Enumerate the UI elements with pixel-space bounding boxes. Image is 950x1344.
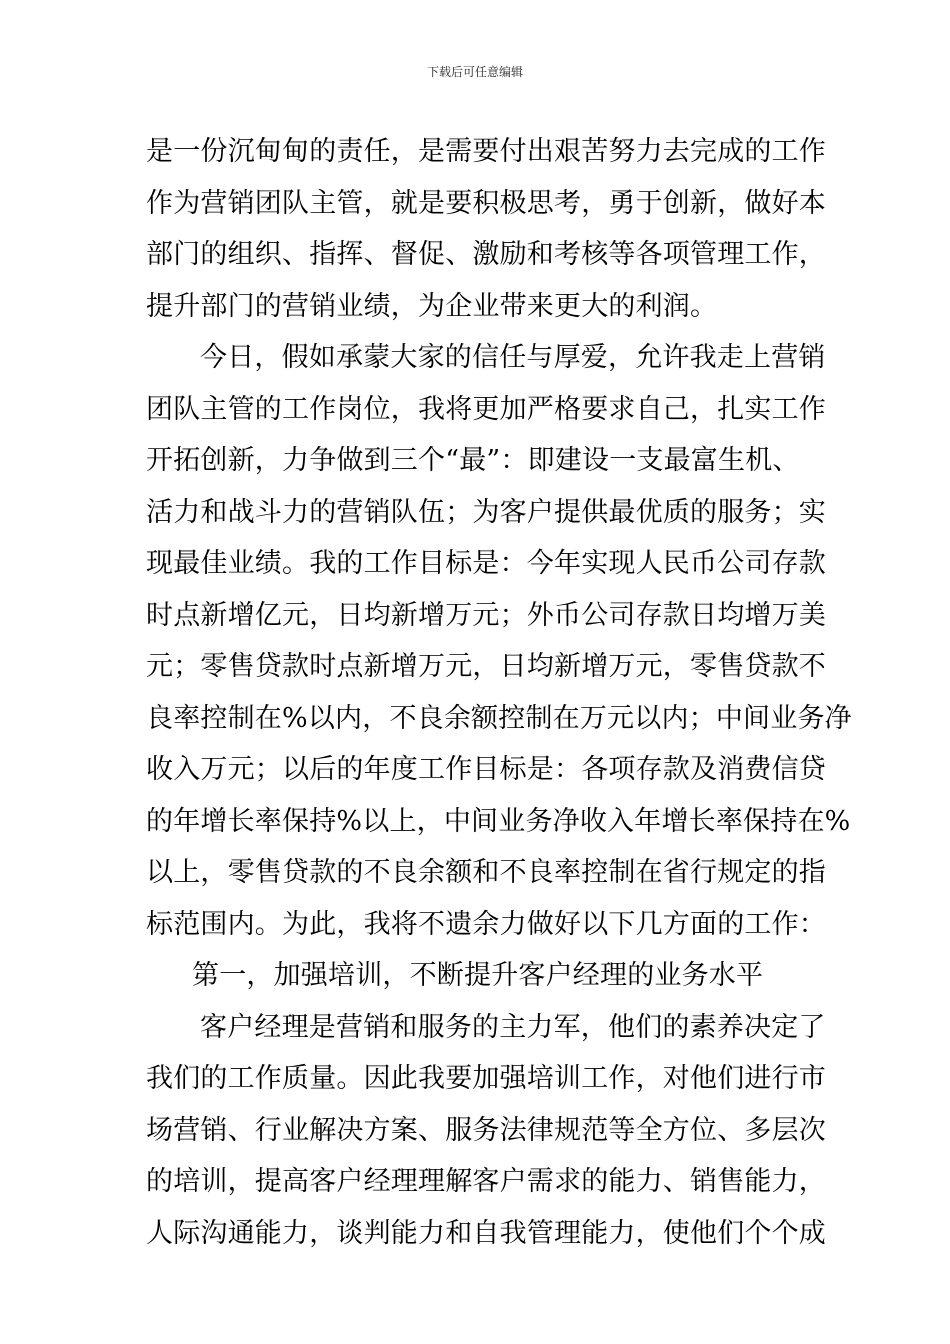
- text-line: 良率控制在%以内，不良余额控制在万元以内；中间业务净: [146, 702, 852, 734]
- text-line: 团队主管的工作岗位，我将更加严格要求自己，扎实工作: [146, 393, 826, 425]
- text-line: 场营销、行业解决方案、服务法律规范等全方位、多层次: [146, 1114, 826, 1146]
- page-header: 下载后可任意编辑: [426, 65, 523, 79]
- text-line: 收入万元；以后的年度工作目标是：各项存款及消费信贷: [146, 754, 826, 785]
- text-line: 作为营销团队主管，就是要积极思考，勇于创新，做好本: [146, 187, 826, 219]
- text-line: 开拓创新，力争做到三个“最”：即建设一支最富生机、: [146, 445, 800, 476]
- text-line: 人际沟通能力，谈判能力和自我管理能力，使他们个个成: [146, 1217, 826, 1249]
- text-line: 元；零售贷款时点新增万元，日均新增万元，零售贷款不: [146, 651, 826, 682]
- text-line: 以上，零售贷款的不良余额和不良率控制在省行规定的指: [146, 857, 826, 888]
- paragraph-start-line: 客户经理是营销和服务的主力军，他们的素养决定了: [200, 1011, 826, 1043]
- document-body: [146, 126, 852, 1259]
- text-line: 我们的工作质量。因此我要加强培训工作，对他们进行市: [146, 1063, 826, 1094]
- text-line: 提升部门的营销业绩，为企业带来更大的利润。: [146, 290, 718, 322]
- text-line: 是一份沉甸甸的责任，是需要付出艰苦努力去完成的工作: [146, 136, 826, 167]
- text-line: 的年增长率保持%以上，中间业务净收入年增长率保持在%: [146, 805, 851, 837]
- text-line: 时点新增亿元，日均新增万元；外币公司存款日均增万美: [146, 599, 826, 631]
- text-line: 标范围内。为此，我将不遗余力做好以下几方面的工作：: [146, 908, 826, 940]
- section-heading: 第一，加强培训，不断提升客户经理的业务水平: [192, 960, 764, 991]
- paragraph-start-line: 今日，假如承蒙大家的信任与厚爱，允许我走上营销: [200, 342, 826, 373]
- text-line: 活力和战斗力的营销队伍；为客户提供最优质的服务；实: [146, 496, 826, 528]
- text-line: 的培训，提高客户经理理解客户需求的能力、销售能力，: [146, 1166, 826, 1197]
- text-line: 部门的组织、指挥、督促、激励和考核等各项管理工作，: [146, 239, 826, 270]
- text-line: 现最佳业绩。我的工作目标是：今年实现人民币公司存款: [146, 548, 826, 579]
